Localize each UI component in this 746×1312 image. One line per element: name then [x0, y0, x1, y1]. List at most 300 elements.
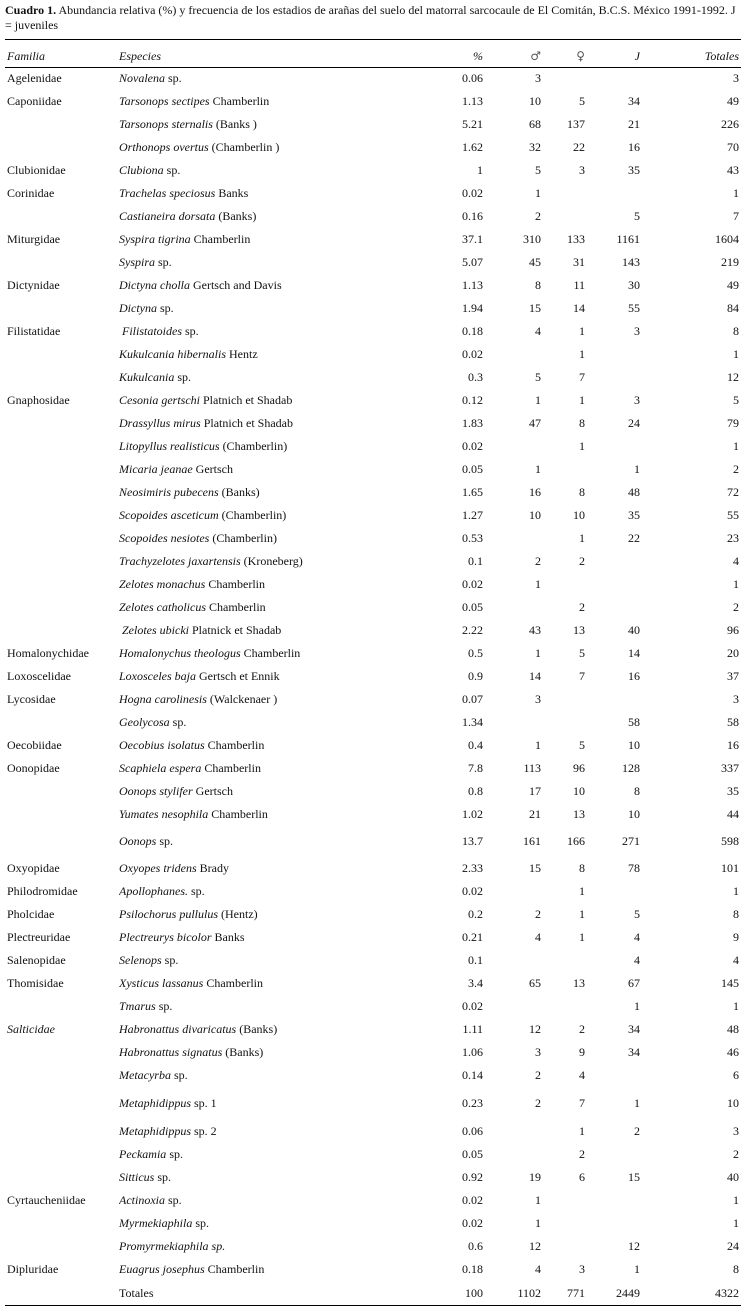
cell-total: 2 [733, 600, 739, 614]
cell-especie [119, 1166, 387, 1189]
cell-especie [119, 1120, 387, 1143]
cell-especie [119, 205, 387, 228]
cell-percent: 0.06 [462, 71, 483, 85]
cell-male: 17 [529, 784, 541, 798]
cell-percent: 1.34 [462, 715, 483, 729]
species-author: Hentz [226, 347, 258, 361]
cell-familia: Dipluridae [7, 1262, 59, 1276]
cell-female [541, 949, 585, 972]
species-author: (Banks ) [212, 117, 257, 131]
cell-total: 3 [733, 692, 739, 706]
cell-juveniles: 30 [628, 278, 640, 292]
cell-familia: Homalonychidae [7, 646, 89, 660]
cell-percent: 5.21 [462, 117, 483, 131]
cell-female: 2 [579, 554, 585, 568]
cell-percent: 1.11 [462, 1022, 483, 1036]
species-name: Kukulcania hibernalis [119, 347, 226, 361]
cell-male [483, 435, 541, 458]
table-row [5, 389, 743, 412]
cell-especie [119, 435, 387, 458]
cell-percent: 0.92 [462, 1170, 483, 1184]
cell-male: 4 [535, 930, 541, 944]
cell-female [541, 711, 585, 734]
cell-especie [119, 596, 387, 619]
cell-total: 1 [733, 577, 739, 591]
cell-especie [119, 113, 387, 136]
cell-juveniles: 34 [628, 94, 640, 108]
header-male: ♂ [530, 49, 541, 63]
species-name: Cesonia gertschi [119, 393, 200, 407]
cell-total: 37 [727, 669, 739, 683]
cell-juveniles: 2 [634, 1124, 640, 1138]
species-author: (Banks) [236, 1022, 278, 1036]
cell-female [541, 182, 585, 205]
species-author: sp. [192, 1216, 209, 1230]
cell-female: 4 [579, 1068, 585, 1082]
cell-juveniles [585, 880, 640, 903]
caption-text: Abundancia relativa (%) y frecuencia de los estadios de arañas del suelo del matorral sarcocaule de El Comitán, B.C.S. México 1991-1992. J = juveniles [5, 3, 736, 32]
cell-especie [119, 136, 387, 159]
cell-juveniles [585, 1212, 640, 1235]
cell-percent: 0.2 [468, 907, 483, 921]
species-name: Orthonops overtus [119, 140, 209, 154]
cell-male: 12 [529, 1022, 541, 1036]
table-row [5, 665, 743, 688]
species-author: sp. 2 [191, 1124, 217, 1138]
cell-especie [119, 949, 387, 972]
cell-juveniles: 35 [628, 163, 640, 177]
cell-familia: Thomisidae [7, 976, 64, 990]
cell-total: 96 [727, 623, 739, 637]
cell-male: 4 [535, 324, 541, 338]
cell-total: 2 [733, 1147, 739, 1161]
cell-percent: 13.7 [462, 834, 483, 848]
totals-percent: 100 [465, 1285, 483, 1300]
cell-juveniles: 78 [628, 861, 640, 875]
cell-total: 10 [727, 1096, 739, 1110]
cell-total: 4 [733, 554, 739, 568]
header-percent: % [473, 48, 483, 63]
cell-male: 1 [535, 393, 541, 407]
cell-male [483, 1143, 541, 1166]
header-juveniles: J [634, 48, 640, 63]
species-name: Apollophanes. [119, 884, 188, 898]
cell-total: 79 [727, 416, 739, 430]
table-row [5, 688, 743, 711]
cell-percent: 0.02 [462, 1216, 483, 1230]
species-author: sp. [166, 1147, 183, 1161]
table-row [5, 159, 743, 182]
cell-total: 101 [721, 861, 739, 875]
cell-female: 13 [573, 976, 585, 990]
cell-total: 1 [733, 999, 739, 1013]
cell-male: 10 [529, 94, 541, 108]
cell-especie [119, 1018, 387, 1041]
cell-total: 40 [727, 1170, 739, 1184]
cell-especie [119, 665, 387, 688]
totals-total: 4322 [715, 1285, 739, 1300]
table-row [5, 949, 743, 972]
cell-especie [119, 642, 387, 665]
cell-familia [5, 205, 119, 228]
table-row [5, 596, 743, 619]
cell-familia [5, 1120, 119, 1143]
cell-juveniles: 16 [628, 669, 640, 683]
cell-female: 7 [579, 1096, 585, 1110]
cell-familia [5, 573, 119, 596]
cell-familia: Agelenidae [7, 71, 62, 85]
cell-juveniles: 55 [628, 301, 640, 315]
cell-percent: 0.02 [462, 347, 483, 361]
cell-juveniles: 14 [628, 646, 640, 660]
table-row [5, 1166, 743, 1189]
species-author: Banks [215, 186, 249, 200]
cell-male: 1 [535, 186, 541, 200]
cell-percent: 0.05 [462, 462, 483, 476]
cell-male: 2 [535, 209, 541, 223]
species-author: (Banks) [215, 209, 257, 223]
totals-row [5, 1281, 743, 1305]
table-row [5, 136, 743, 159]
cell-familia: Dictynidae [7, 278, 60, 292]
cell-familia: Miturgidae [7, 232, 61, 246]
cell-female [541, 1212, 585, 1235]
species-author: (Hentz) [218, 907, 258, 921]
species-name: Tmarus [119, 999, 156, 1013]
species-name: Plectreurys bicolor [119, 930, 212, 944]
cell-total: 1 [733, 439, 739, 453]
species-author: Chamberlin [206, 600, 266, 614]
table-row [5, 458, 743, 481]
cell-juveniles: 34 [628, 1022, 640, 1036]
cell-total: 1 [733, 1216, 739, 1230]
species-name: Trachelas speciosus [119, 186, 216, 200]
cell-female: 31 [573, 255, 585, 269]
species-name: Tarsonops sectipes [119, 94, 210, 108]
species-name: Litopyllus realisticus [119, 439, 220, 453]
cell-juveniles: 1 [634, 1262, 640, 1276]
species-author: Chamberlin [205, 577, 265, 591]
cell-male: 2 [535, 907, 541, 921]
species-name: Zelotes catholicus [119, 600, 206, 614]
cell-total: 8 [733, 324, 739, 338]
species-name: Sitticus [119, 1170, 155, 1184]
cell-male: 12 [529, 1239, 541, 1253]
cell-male [483, 711, 541, 734]
cell-juveniles: 5 [634, 209, 640, 223]
cell-total: 3 [733, 1124, 739, 1138]
cell-male: 2 [535, 1096, 541, 1110]
cell-familia [5, 780, 119, 803]
cell-total: 20 [727, 646, 739, 660]
table-row [5, 734, 743, 757]
table-row [5, 527, 743, 550]
species-name: Selenops [119, 953, 162, 967]
cell-male: 15 [529, 861, 541, 875]
cell-total: 1 [733, 884, 739, 898]
cell-percent: 1 [477, 163, 483, 177]
species-name: Metaphidippus [119, 1124, 191, 1138]
cell-especie [119, 826, 387, 857]
cell-percent: 2.33 [462, 861, 483, 875]
cell-juveniles: 1 [634, 999, 640, 1013]
species-name: Castianeira dorsata [119, 209, 216, 223]
cell-total: 35 [727, 784, 739, 798]
cell-especie [119, 481, 387, 504]
cell-especie [119, 366, 387, 389]
species-author: (Chamberlin) [209, 531, 277, 545]
cell-total: 55 [727, 508, 739, 522]
cell-total: 4 [733, 953, 739, 967]
table-row [5, 903, 743, 926]
table-row [5, 1258, 743, 1281]
cell-male: 3 [535, 71, 541, 85]
cell-familia: Philodromidae [7, 884, 78, 898]
totals-female: 771 [567, 1285, 585, 1300]
cell-female: 13 [573, 807, 585, 821]
species-author: sp. [182, 324, 199, 338]
cell-percent: 1.13 [462, 94, 483, 108]
cell-female: 11 [573, 278, 585, 292]
cell-familia: Salticidae [7, 1022, 55, 1036]
cell-percent: 0.07 [462, 692, 483, 706]
cell-percent: 0.02 [462, 884, 483, 898]
species-author: sp. [163, 163, 181, 177]
cell-male: 47 [529, 416, 541, 430]
table-caption [5, 3, 741, 33]
cell-especie [119, 711, 387, 734]
cell-juveniles: 271 [622, 834, 640, 848]
cell-especie [119, 880, 387, 903]
cell-familia: Plectreuridae [7, 930, 71, 944]
species-table [5, 45, 743, 1305]
cell-juveniles: 40 [628, 623, 640, 637]
table-row [5, 182, 743, 205]
cell-female: 1 [579, 907, 585, 921]
species-name: Zelotes monachus [119, 577, 206, 591]
table-row [5, 1189, 743, 1212]
cell-juveniles: 10 [628, 807, 640, 821]
cell-total: 49 [727, 278, 739, 292]
species-author: Platnich et Shadab [200, 393, 293, 407]
cell-total: 70 [727, 140, 739, 154]
table-row [5, 826, 743, 857]
cell-male [483, 596, 541, 619]
cell-total: 58 [727, 715, 739, 729]
cell-female [541, 205, 585, 228]
species-author: Banks [211, 930, 245, 944]
cell-familia [5, 803, 119, 826]
cell-juveniles [585, 596, 640, 619]
cell-total: 24 [727, 1239, 739, 1253]
cell-especie [119, 780, 387, 803]
table-row [5, 711, 743, 734]
cell-total: 3 [733, 71, 739, 85]
cell-male: 1 [535, 462, 541, 476]
species-name: Oxyopes tridens [119, 861, 197, 875]
cell-percent: 0.12 [462, 393, 483, 407]
cell-percent: 0.3 [468, 370, 483, 384]
cell-familia [5, 343, 119, 366]
cell-total: 49 [727, 94, 739, 108]
species-author: (Chamberlin) [219, 439, 288, 453]
cell-juveniles: 8 [634, 784, 640, 798]
table-row [5, 343, 743, 366]
species-name: Promyrmekiaphila sp. [119, 1239, 226, 1253]
cell-percent: 5.07 [462, 255, 483, 269]
cell-total: 598 [721, 834, 739, 848]
cell-percent: 7.8 [468, 761, 483, 775]
table-row [5, 857, 743, 880]
species-author: (Banks) [222, 1045, 264, 1059]
table-row [5, 481, 743, 504]
cell-juveniles: 22 [628, 531, 640, 545]
cell-total: 219 [721, 255, 739, 269]
cell-female: 10 [573, 508, 585, 522]
cell-total: 46 [727, 1045, 739, 1059]
cell-percent: 0.9 [468, 669, 483, 683]
cell-percent: 0.05 [462, 1147, 483, 1161]
cell-female: 9 [579, 1045, 585, 1059]
cell-male: 65 [529, 976, 541, 990]
cell-especie [119, 228, 387, 251]
table-row [5, 780, 743, 803]
species-author: (Chamberlin ) [208, 140, 280, 154]
cell-familia [5, 1041, 119, 1064]
species-name: Metacyrba [119, 1068, 171, 1082]
cell-especie [119, 757, 387, 780]
cell-especie [119, 857, 387, 880]
table-row [5, 1235, 743, 1258]
cell-familia: Corinidae [7, 186, 55, 200]
cell-familia [5, 596, 119, 619]
species-author: sp. [155, 255, 172, 269]
species-author: Gertsch [192, 784, 233, 798]
cell-female: 7 [579, 669, 585, 683]
cell-familia [5, 995, 119, 1018]
cell-juveniles [585, 550, 640, 573]
species-name: Peckamia [119, 1147, 167, 1161]
species-author: sp. [174, 370, 191, 384]
cell-percent: 2.22 [462, 623, 483, 637]
cell-familia: Oonopidae [7, 761, 60, 775]
cell-male: 1 [535, 1216, 541, 1230]
species-author: Gertsch et Ennik [196, 669, 280, 683]
cell-female: 1 [579, 884, 585, 898]
cell-juveniles [585, 688, 640, 711]
cell-familia: Gnaphosidae [7, 393, 70, 407]
species-name: Drassyllus mirus [119, 416, 201, 430]
cell-female: 7 [579, 370, 585, 384]
cell-female [541, 995, 585, 1018]
cell-familia [5, 504, 119, 527]
table-row [5, 1143, 743, 1166]
cell-familia: Oxyopidae [7, 861, 60, 875]
cell-percent: 1.62 [462, 140, 483, 154]
cell-juveniles: 1161 [616, 232, 640, 246]
cell-percent: 0.18 [462, 324, 483, 338]
cell-total: 5 [733, 393, 739, 407]
cell-female: 8 [579, 416, 585, 430]
cell-total: 6 [733, 1068, 739, 1082]
cell-especie [119, 573, 387, 596]
cell-total: 7 [733, 209, 739, 223]
cell-especie [119, 412, 387, 435]
table-row [5, 205, 743, 228]
species-name: Novalena [119, 71, 165, 85]
cell-total: 226 [721, 117, 739, 131]
species-author: Platnick et Shadab [188, 623, 282, 637]
cell-especie [119, 1235, 387, 1258]
header-familia: Familia [7, 48, 45, 63]
cell-male: 15 [529, 301, 541, 315]
header-totales: Totales [704, 48, 739, 63]
species-name: Hogna carolinesis [119, 692, 207, 706]
table-row [5, 435, 743, 458]
cell-percent: 0.05 [462, 600, 483, 614]
cell-especie [119, 343, 387, 366]
totals-juveniles: 2449 [616, 1285, 640, 1300]
species-author: (Walckenaer ) [206, 692, 278, 706]
cell-especie [119, 619, 387, 642]
species-author: sp. [156, 834, 174, 848]
header-female: ♀ [576, 49, 585, 63]
cell-juveniles: 16 [628, 140, 640, 154]
cell-percent: 0.53 [462, 531, 483, 545]
cell-female: 8 [579, 861, 585, 875]
cell-juveniles: 3 [634, 324, 640, 338]
cell-male: 4 [535, 1262, 541, 1276]
cell-female: 6 [579, 1170, 585, 1184]
cell-percent: 1.94 [462, 301, 483, 315]
cell-male: 16 [529, 485, 541, 499]
cell-especie [119, 504, 387, 527]
cell-percent: 1.65 [462, 485, 483, 499]
cell-total: 44 [727, 807, 739, 821]
cell-female: 5 [579, 738, 585, 752]
species-author: sp. [188, 884, 205, 898]
cell-female [541, 573, 585, 596]
table-row [5, 90, 743, 113]
cell-juveniles: 67 [628, 976, 640, 990]
cell-familia [5, 711, 119, 734]
cell-female [541, 458, 585, 481]
cell-female: 2 [579, 600, 585, 614]
species-name: Syspira [119, 255, 155, 269]
cell-percent: 1.02 [462, 807, 483, 821]
cell-percent: 0.5 [468, 646, 483, 660]
cell-especie [119, 1189, 387, 1212]
cell-familia [5, 412, 119, 435]
cell-juveniles: 12 [628, 1239, 640, 1253]
cell-percent: 0.14 [462, 1068, 483, 1082]
cell-total: 12 [727, 370, 739, 384]
cell-percent: 0.06 [462, 1124, 483, 1138]
cell-percent: 1.13 [462, 278, 483, 292]
cell-familia: Loxoscelidae [7, 669, 71, 683]
cell-especie [119, 389, 387, 412]
cell-especie [119, 1258, 387, 1281]
cell-percent: 1.27 [462, 508, 483, 522]
species-name: Actinoxia [119, 1193, 165, 1207]
table-row [5, 803, 743, 826]
cell-male: 5 [535, 163, 541, 177]
species-author: sp. [154, 1170, 172, 1184]
species-author: sp. [164, 1193, 182, 1207]
cell-familia [5, 1143, 119, 1166]
table-row [5, 297, 743, 320]
cell-familia [5, 619, 119, 642]
